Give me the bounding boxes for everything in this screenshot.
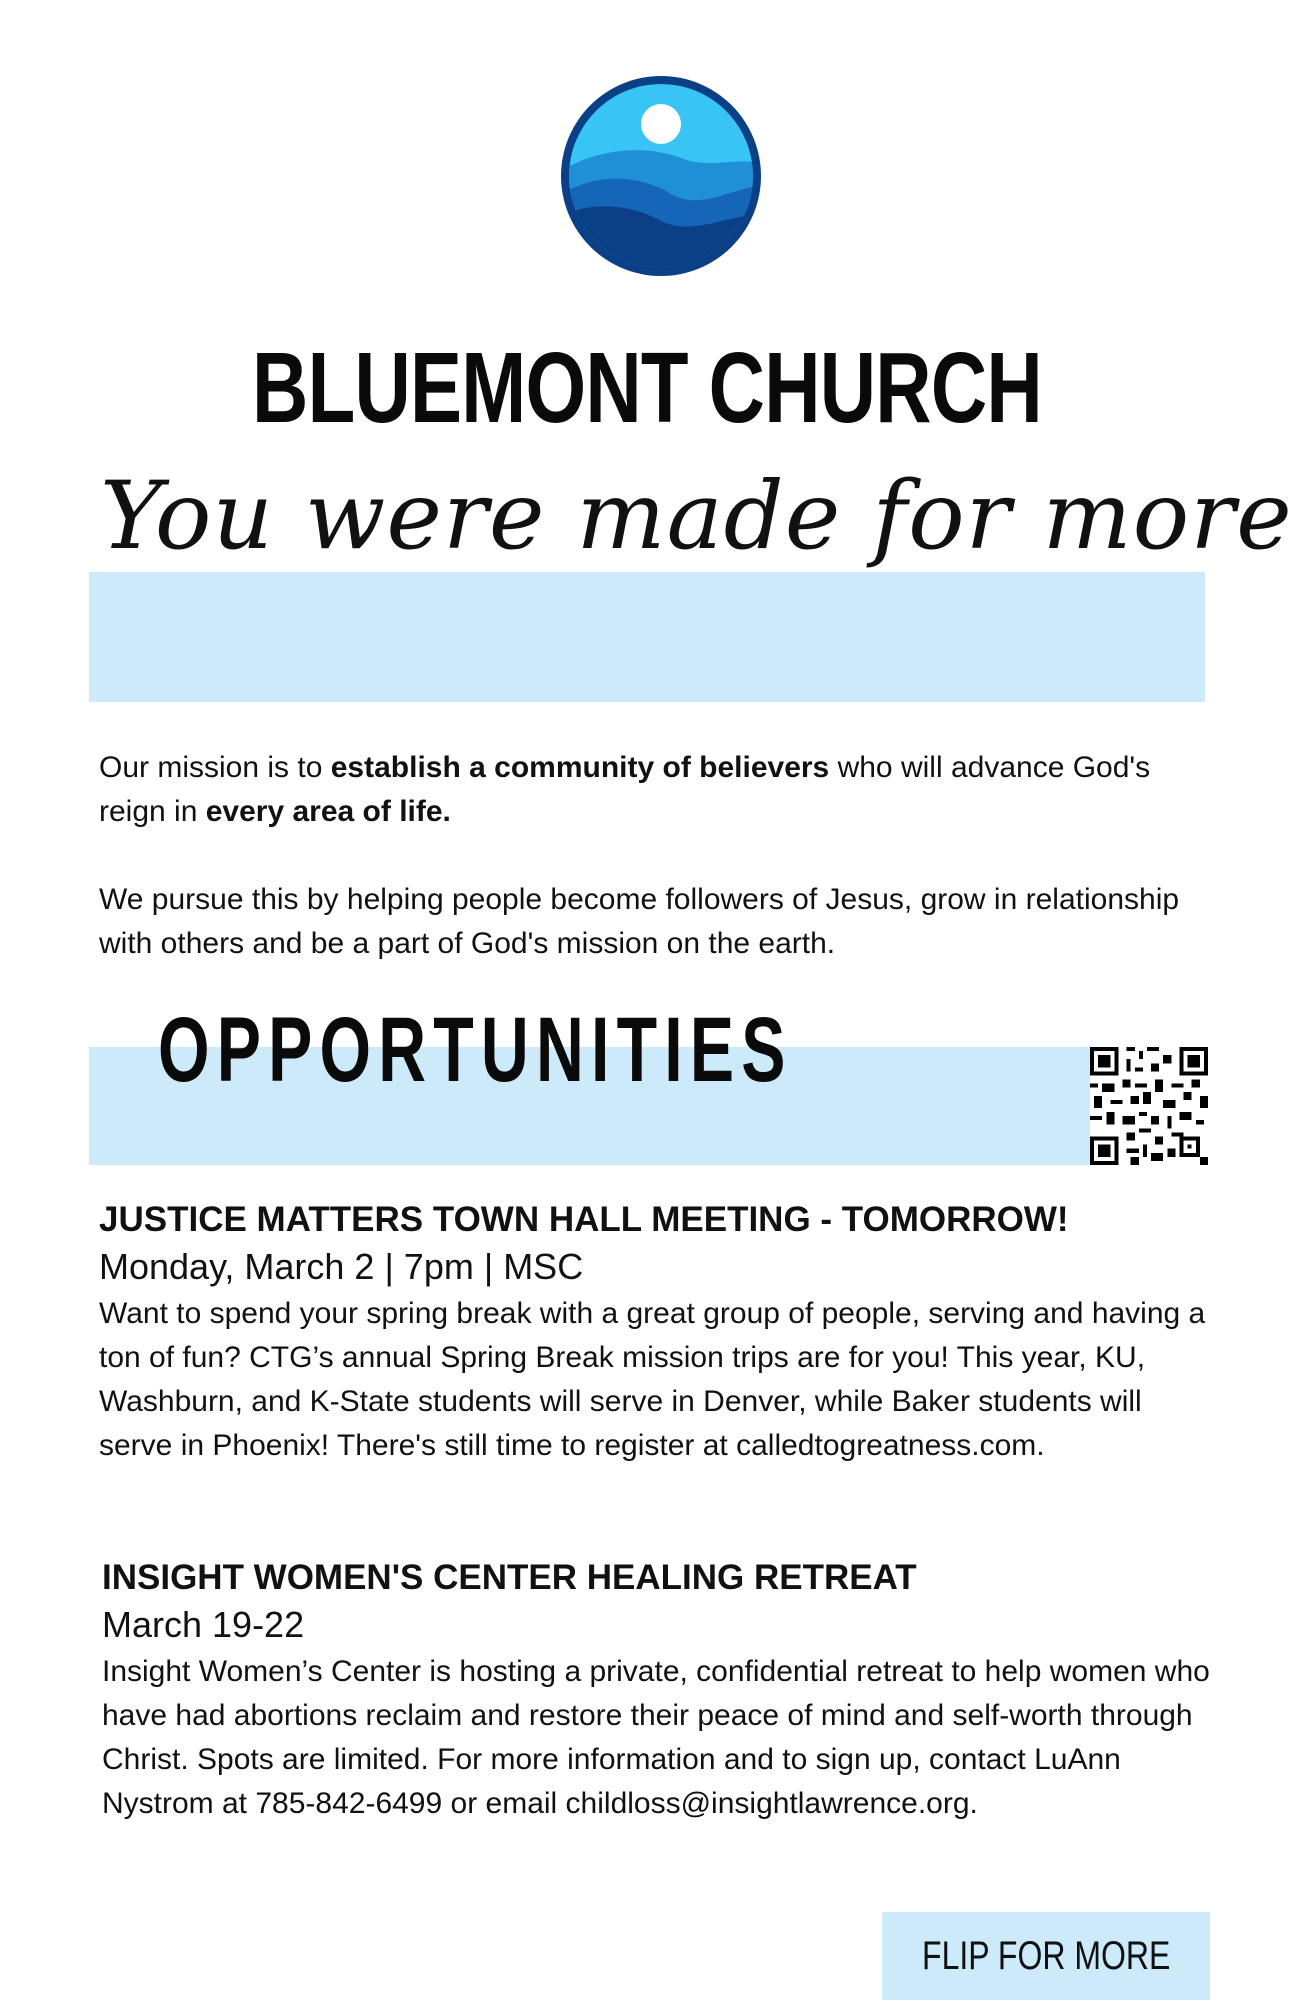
event-description: Insight Women’s Center is hosting a private, confidential retreat to help women who have had abortions reclaim and restore their peace of mind and self-worth through Christ. Spots are limited. For more information and to sign up, contact LuAnn Nystrom at 785-842-6499 or email childloss@insightlawrence.org. [102,1655,1210,1820]
mission-paragraph-1 [99,746,1199,834]
event-healing-retreat [102,1556,1222,1826]
event-date: March 19-22 [102,1604,305,1645]
mission-statement [99,746,1199,1010]
opportunities-heading: OPPORTUNITIES [158,999,793,1101]
mission-emphasis: establish a community of believers [330,751,830,784]
event-title: JUSTICE MATTERS TOWN HALL MEETING - TOMORROW! [99,1200,1069,1239]
tagline: You were made for more [100,462,1293,571]
mission-text: who will advance God's reign in [99,751,1151,828]
event-justice-matters [99,1198,1219,1468]
event-title: INSIGHT WOMEN'S CENTER HEALING RETREAT [102,1558,917,1597]
mission-text: Our mission is to [99,751,331,784]
mission-paragraph-2: We pursue this by helping people become followers of Jesus, grow in relationship with others and be a part of God's mission on the earth. [99,883,1180,960]
flip-label: FLIP FOR MORE [921,1933,1171,1978]
qr-code-icon[interactable] [1090,1047,1208,1165]
event-date: Monday, March 2 | 7pm | MSC [99,1246,584,1287]
flip-for-more-button[interactable] [882,1912,1210,2000]
event-description: Want to spend your spring break with a great group of people, serving and having a ton of fun? CTG’s annual Spring Break mission trips are for you! This year, KU, Washburn, and K-State students will serve in Denver, while Baker students will serve in Phoenix! There's still time to register at calledtogreatness.com. [99,1297,1206,1462]
mission-emphasis: every area of life. [205,795,451,828]
church-name: BLUEMONT CHURCH [252,332,1042,444]
church-logo [561,76,761,276]
